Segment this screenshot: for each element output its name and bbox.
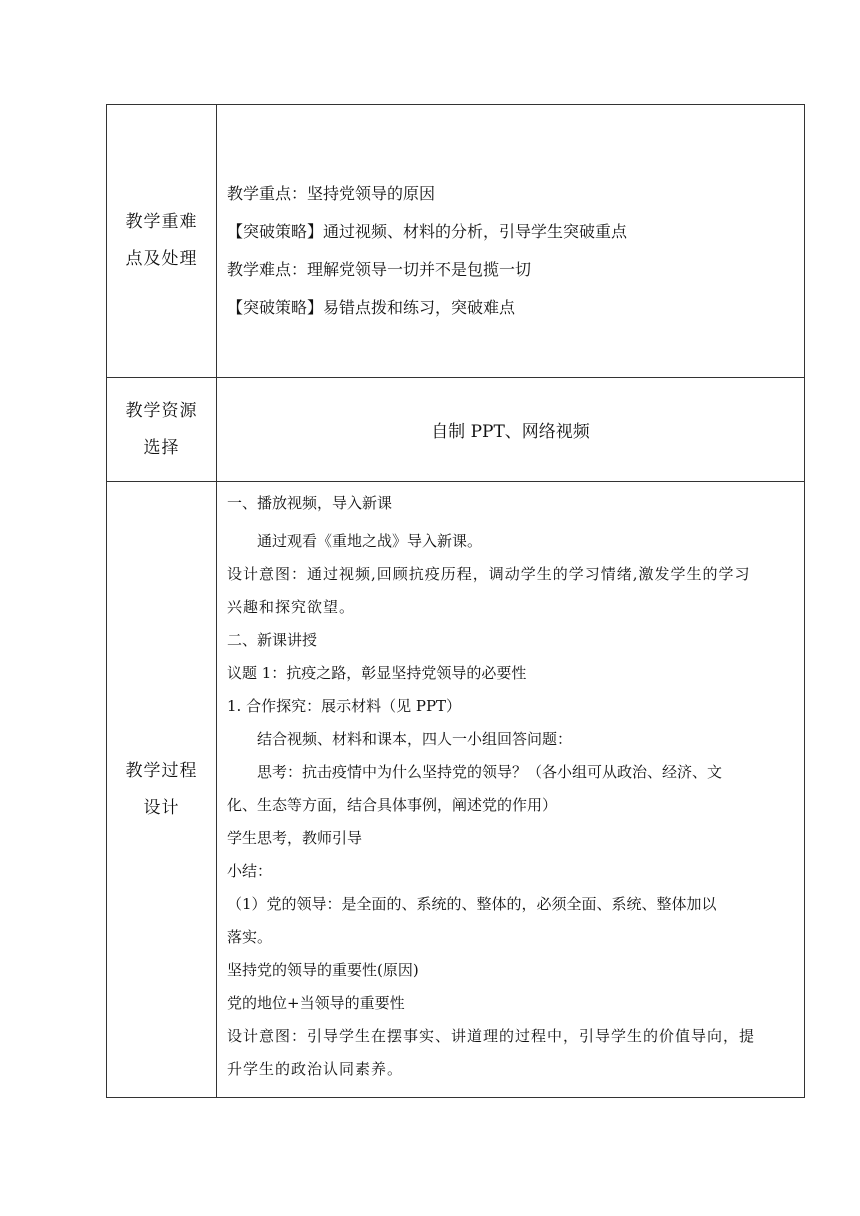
difficult-point-text: 教学难点：理解党领导一切并不是包揽一切 bbox=[227, 260, 532, 279]
key-point-text: 教学重点：坚持党领导的原因 bbox=[227, 184, 436, 203]
design-intent: 设计意图：通过视频,回顾抗疫历程，调动学生的学习情绪,激发学生的学习 bbox=[227, 565, 751, 583]
difficulty-row bbox=[107, 105, 804, 377]
resources-content: 自制 PPT、网络视频 bbox=[431, 422, 590, 442]
difficulty-label-line: 点及处理 bbox=[125, 249, 198, 269]
paragraph: 学生思考，教师引导 bbox=[227, 829, 363, 847]
section-heading: 一、播放视频，导入新课 bbox=[227, 494, 393, 512]
process-row bbox=[107, 481, 804, 1097]
question-text: 化、生态等方面，结合具体事例，阐述党的作用） bbox=[227, 796, 558, 814]
resources-label-line: 选择 bbox=[143, 437, 180, 458]
design-intent: 升学生的政治认同素养。 bbox=[227, 1060, 404, 1078]
key-point-strategy: 【突破策略】通过视频、材料的分析，引导学生突破重点 bbox=[227, 222, 628, 241]
design-intent: 设计意图：引导学生在摆事实、讲道理的过程中，引导学生的价值导向，提 bbox=[227, 1027, 756, 1045]
lesson-plan-table bbox=[106, 104, 805, 1098]
paragraph: 结合视频、材料和课本，四人一小组回答问题： bbox=[257, 730, 573, 748]
resources-label bbox=[107, 378, 217, 481]
summary-item: 落实。 bbox=[227, 928, 273, 946]
paragraph: 党的地位+当领导的重要性 bbox=[227, 994, 405, 1012]
process-label-line: 设计 bbox=[143, 797, 180, 818]
process-label-line: 教学过程 bbox=[125, 760, 198, 781]
difficulty-label-line: 教学重难 bbox=[125, 212, 198, 232]
process-content bbox=[217, 482, 804, 1097]
paragraph: 通过观看《重地之战》导入新课。 bbox=[257, 532, 483, 550]
difficulty-label bbox=[107, 105, 217, 377]
activity-heading: 1. 合作探究：展示材料（见 PPT） bbox=[227, 697, 462, 715]
difficulty-content bbox=[217, 105, 804, 377]
topic-heading: 议题 1：抗疫之路，彰显坚持党领导的必要性 bbox=[227, 664, 527, 682]
question-text: 思考：抗击疫情中为什么坚持党的领导？（各小组可从政治、经济、文 bbox=[257, 763, 723, 781]
section-heading: 二、新课讲授 bbox=[227, 631, 318, 649]
design-intent: 兴趣和探究欲望。 bbox=[227, 598, 356, 616]
process-label bbox=[107, 482, 217, 1097]
summary-item: （1）党的领导：是全面的、系统的、整体的，必须全面、系统、整体加以 bbox=[227, 895, 717, 913]
resources-label-line: 教学资源 bbox=[125, 400, 198, 421]
summary-heading: 小结： bbox=[227, 862, 273, 880]
resources-row bbox=[107, 377, 804, 481]
difficult-point-strategy: 【突破策略】易错点拨和练习，突破难点 bbox=[227, 298, 516, 317]
paragraph: 坚持党的领导的重要性(原因) bbox=[227, 961, 419, 979]
